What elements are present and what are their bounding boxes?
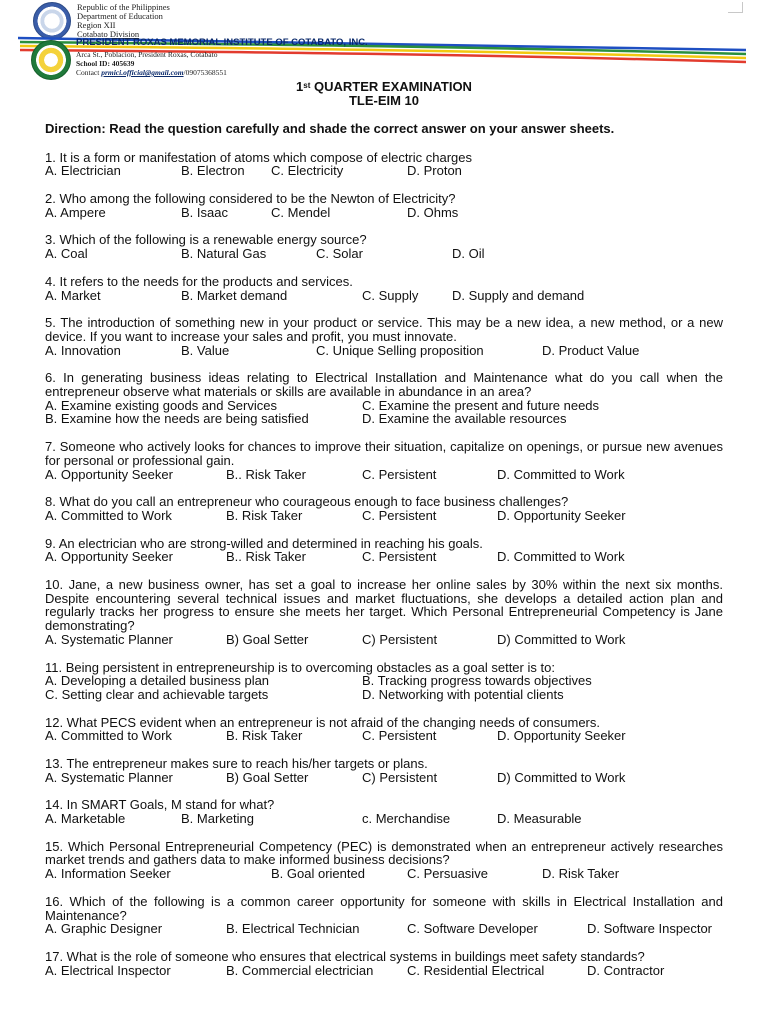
- school-id-value: 405639: [111, 59, 135, 68]
- choice-row: [45, 729, 723, 743]
- choice-row: [45, 247, 723, 261]
- deped-line: Cotabato Division: [77, 29, 140, 39]
- deped-line: Region XII: [77, 20, 116, 30]
- answer-choice: B. Isaac: [181, 204, 228, 220]
- answer-choice: D. Committed to Work: [497, 549, 625, 565]
- answer-choice: D. Proton: [407, 163, 462, 179]
- answer-choice: D. Supply and demand: [452, 287, 585, 303]
- answer-choice: C) Persistent: [362, 631, 438, 647]
- contact-label: Contact: [76, 68, 100, 77]
- question-list: [45, 151, 723, 978]
- quarter-heading: [0, 80, 768, 94]
- school-info: [76, 37, 368, 77]
- choice-row: [45, 688, 723, 702]
- answer-choice: B. Value: [181, 342, 230, 358]
- answer-choice: A. Information Seeker: [45, 866, 171, 882]
- question-item: [45, 895, 723, 936]
- question-text: 9. An electrician who are strong-willed and determined in reaching his goals.: [45, 535, 483, 551]
- answer-choice: B. Electrical Technician: [226, 921, 360, 937]
- answer-choice: A. Market: [45, 287, 101, 303]
- answer-choice: B. Electron: [181, 163, 245, 179]
- choice-row: [45, 674, 723, 688]
- answer-choice: D. Examine the available resources: [362, 411, 567, 427]
- answer-choice: B) Goal Setter: [226, 769, 309, 785]
- question-text: 12. What PECS evident when an entrepreneur is not afraid of the changing needs of consumers.: [45, 714, 601, 730]
- answer-choice: B) Goal Setter: [226, 631, 309, 647]
- question-item: [45, 757, 723, 784]
- question-text: 5. The introduction of something new in your product or service. This may be a new idea, a new method, or a new device. If you want to increase your sales and profit, you must innovate.: [45, 315, 723, 344]
- answer-choice: D. Risk Taker: [542, 866, 620, 882]
- answer-choice: A. Opportunity Seeker: [45, 466, 173, 482]
- answer-choice: D. Opportunity Seeker: [497, 728, 626, 744]
- answer-choice: A. Systematic Planner: [45, 631, 173, 647]
- choice-row: [45, 509, 723, 523]
- question-text: 4. It refers to the needs for the products and services.: [45, 273, 353, 289]
- question-item: [45, 537, 723, 564]
- answer-choice: D. Opportunity Seeker: [497, 507, 626, 523]
- question-item: [45, 192, 723, 219]
- question-text: 10. Jane, a new business owner, has set a goal to increase her online sales by 30% within the next six months. Despite encountering several technical issues and market fluctuations, she develops a detailed action plan and regularly tracks her progress to ensure she meets her target. Which Personal Entrepreneurial Competency is Jane demonstrating?: [45, 577, 723, 634]
- answer-choice: A. Committed to Work: [45, 507, 172, 523]
- answer-choice: C. Persistent: [362, 549, 437, 565]
- answer-choice: D. Product Value: [542, 342, 640, 358]
- exam-title: [0, 80, 768, 108]
- answer-choice: A. Electrician: [45, 163, 121, 179]
- question-text: 6. In generating business ideas relating to Electrical Installation and Maintenance what do you call when the entrepreneur observe what materials or skills are available in abundance in an area?: [45, 370, 723, 400]
- school-address: Arca St., Poblacion, President Roxas, Cotabato: [76, 50, 218, 59]
- answer-choice: B. Natural Gas: [181, 246, 267, 262]
- answer-choice: A. Coal: [45, 246, 88, 262]
- question-item: [45, 440, 723, 481]
- question-text: 1. It is a form or manifestation of atoms which compose of electric charges: [45, 149, 473, 165]
- contact-email[interactable]: prmici.official@gmail.com: [101, 68, 184, 77]
- answer-choice: B. Risk Taker: [226, 728, 303, 744]
- question-text: 8. What do you call an entrepreneur who courageous enough to face business challenges?: [45, 494, 569, 510]
- answer-choice: D. Contractor: [587, 962, 665, 978]
- question-item: [45, 371, 723, 426]
- answer-choice: B. Risk Taker: [226, 507, 303, 523]
- school-name: PRESIDENT ROXAS MEMORIAL INSTITUTE OF COTABATO, INC.: [76, 37, 368, 48]
- question-text: 13. The entrepreneur makes sure to reach his/her targets or plans.: [45, 755, 428, 771]
- answer-choice: D. Ohms: [407, 204, 459, 220]
- answer-choice: A. Examine existing goods and Services: [45, 397, 277, 413]
- answer-choice: B. Examine how the needs are being satisfied: [45, 411, 309, 427]
- quarter-number: 1: [296, 79, 304, 94]
- question-item: [45, 275, 723, 302]
- choice-row: [45, 550, 723, 564]
- contact-line: [76, 68, 368, 77]
- answer-choice: A. Marketable: [45, 811, 126, 827]
- choice-row: [45, 344, 723, 358]
- answer-choice: A. Systematic Planner: [45, 769, 173, 785]
- letterhead: [0, 0, 768, 80]
- question-text: 14. In SMART Goals, M stand for what?: [45, 797, 275, 813]
- answer-choice: B. Marketing: [181, 811, 254, 827]
- deped-line: Republic of the Philippines: [77, 2, 170, 12]
- page-corner-mark: [728, 2, 743, 13]
- deped-line: Department of Education: [77, 11, 163, 21]
- answer-choice: D. Committed to Work: [497, 466, 625, 482]
- answer-choice: C. Supply: [362, 287, 419, 303]
- answer-choice: C. Software Developer: [407, 921, 538, 937]
- answer-choice: D) Committed to Work: [497, 631, 626, 647]
- answer-choice: D. Networking with potential clients: [362, 686, 564, 702]
- answer-choice: B. Tracking progress towards objectives: [362, 673, 592, 689]
- question-text: 3. Which of the following is a renewable energy source?: [45, 232, 367, 248]
- choice-row: [45, 412, 723, 426]
- question-text: 16. Which of the following is a common career opportunity for someone with skills in Electrical Installation and Maintenance?: [45, 893, 723, 923]
- choice-row: [45, 206, 723, 220]
- school-seal-logo: [31, 40, 71, 80]
- choice-row: [45, 468, 723, 482]
- question-item: [45, 233, 723, 260]
- school-id-line: [76, 59, 368, 68]
- question-text: 17. What is the role of someone who ensures that electrical systems in buildings meet safety standards?: [45, 948, 645, 964]
- answer-choice: B. Commercial electrician: [226, 962, 374, 978]
- question-text: 7. Someone who actively looks for chances to improve their situation, capitalize on openings, or pursue new avenues for personal or professional gain.: [45, 439, 723, 468]
- directions: Direction: Read the question carefully and shade the correct answer on your answer sheets.: [45, 121, 615, 136]
- question-item: [45, 840, 723, 881]
- contact-phone: /09075368551: [183, 68, 227, 77]
- answer-choice: C. Residential Electrical: [407, 962, 545, 978]
- choice-row: [45, 399, 723, 413]
- answer-choice: C. Examine the present and future needs: [362, 397, 600, 413]
- choice-row: [45, 289, 723, 303]
- answer-choice: C. Solar: [316, 246, 363, 262]
- answer-choice: A. Graphic Designer: [45, 921, 163, 937]
- answer-choice: A. Developing a detailed business plan: [45, 673, 270, 689]
- question-item: [45, 950, 723, 977]
- answer-choice: A. Opportunity Seeker: [45, 549, 173, 565]
- question-text: 2. Who among the following considered to be the Newton of Electricity?: [45, 191, 456, 207]
- quarter-suffix: st: [303, 81, 311, 90]
- answer-choice: B.. Risk Taker: [226, 549, 306, 565]
- question-text: 11. Being persistent in entrepreneurship is to overcoming obstacles as a goal setter is to:: [45, 659, 555, 675]
- question-item: [45, 716, 723, 743]
- choice-row: [45, 812, 723, 826]
- answer-choice: C. Setting clear and achievable targets: [45, 686, 269, 702]
- question-text: 15. Which Personal Entrepreneurial Competency (PEC) is demonstrated when an entrepreneur actively researches market trends and gathers data to make informed business decisions?: [45, 838, 723, 868]
- answer-choice: B.. Risk Taker: [226, 466, 306, 482]
- answer-choice: C. Persistent: [362, 507, 437, 523]
- exam-body: [45, 122, 723, 991]
- subject-heading: TLE-EIM 10: [348, 93, 420, 108]
- choice-row: [45, 633, 723, 647]
- question-item: [45, 151, 723, 178]
- answer-choice: A. Ampere: [45, 204, 106, 220]
- choice-row: [45, 964, 723, 978]
- school-id-label: School ID:: [76, 59, 110, 68]
- answer-choice: C. Persistent: [362, 728, 437, 744]
- answer-choice: C. Electricity: [271, 163, 344, 179]
- answer-choice: C) Persistent: [362, 769, 438, 785]
- question-item: [45, 316, 723, 357]
- answer-choice: D) Committed to Work: [497, 769, 626, 785]
- choice-row: [45, 867, 723, 881]
- choice-row: [45, 771, 723, 785]
- answer-choice: c. Merchandise: [362, 811, 451, 827]
- answer-choice: B. Market demand: [181, 287, 288, 303]
- answer-choice: C. Persistent: [362, 466, 437, 482]
- choice-row: [45, 164, 723, 178]
- answer-choice: A. Committed to Work: [45, 728, 172, 744]
- answer-choice: C. Persuasive: [407, 866, 488, 882]
- question-item: [45, 495, 723, 522]
- question-item: [45, 798, 723, 825]
- answer-choice: D. Oil: [452, 246, 485, 262]
- answer-choice: B. Goal oriented: [271, 866, 365, 882]
- question-item: [45, 578, 723, 647]
- answer-choice: D. Software Inspector: [587, 921, 712, 937]
- question-item: [45, 661, 723, 702]
- quarter-text: QUARTER EXAMINATION: [310, 79, 472, 94]
- answer-choice: A. Innovation: [45, 342, 121, 358]
- answer-choice: D. Measurable: [497, 811, 582, 827]
- answer-choice: C. Mendel: [271, 204, 331, 220]
- answer-choice: C. Unique Selling proposition: [316, 342, 484, 358]
- choice-row: [45, 922, 723, 936]
- answer-choice: A. Electrical Inspector: [45, 962, 171, 978]
